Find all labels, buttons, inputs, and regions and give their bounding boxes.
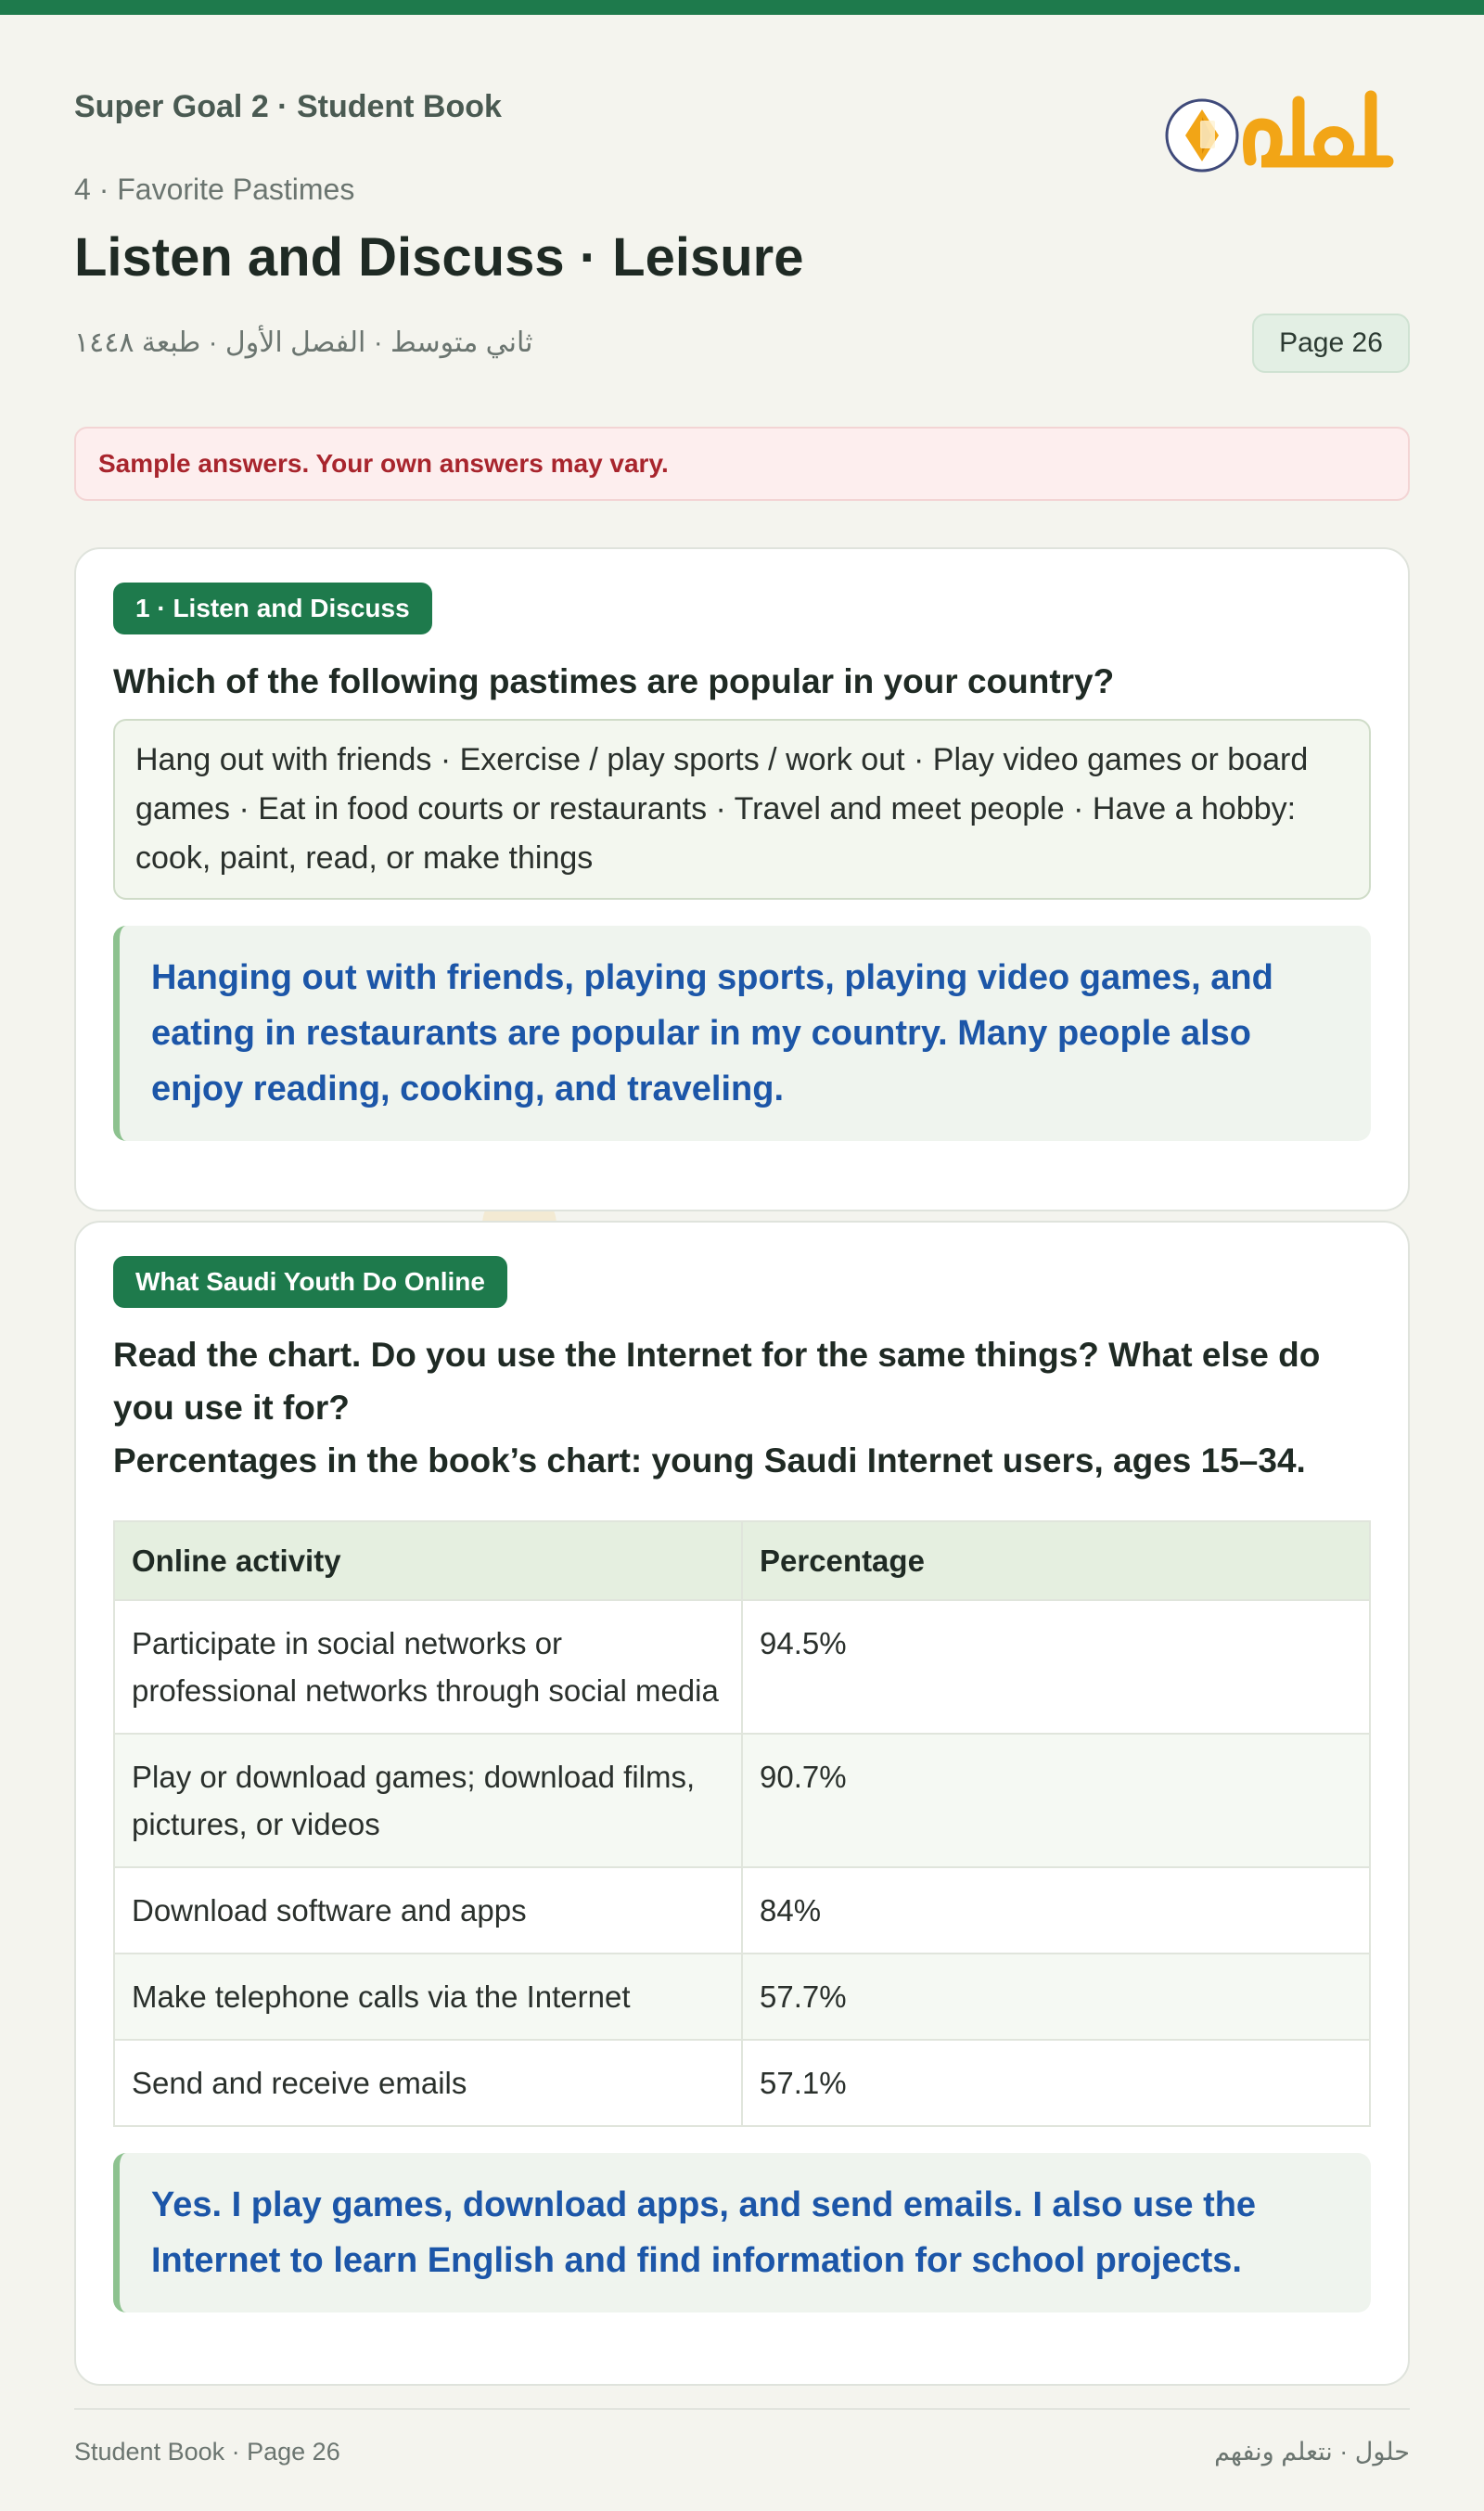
percentage-cell: 90.7% — [742, 1734, 1370, 1867]
activity-cell: Download software and apps — [114, 1867, 742, 1954]
listen-discuss-card — [74, 547, 1410, 1211]
page-number-badge: Page 26 — [1252, 314, 1410, 373]
sample-answer: Yes. I play games, download apps, and send emails. I also use the Internet to learn English and find information for school projects. — [113, 2153, 1371, 2312]
column-header: Online activity — [114, 1521, 742, 1600]
sample-answers-notice: Sample answers. Your own answers may vary. — [74, 427, 1410, 501]
percentage-cell: 84% — [742, 1867, 1370, 1954]
arabic-grade-meta: ثاني متوسط · الفصل الأول · طبعة ١٤٤٨ — [74, 327, 533, 358]
online-activity-table — [113, 1520, 1371, 2127]
percentage-cell: 57.7% — [742, 1954, 1370, 2040]
table-row — [114, 1954, 1370, 2040]
table-row — [114, 1600, 1370, 1734]
chart-subtitle: Percentages in the book’s chart: young Saudi Internet users, ages 15–34. — [113, 1441, 1306, 1480]
page-content — [74, 15, 1410, 2280]
column-header: Percentage — [742, 1521, 1370, 1600]
table-row — [114, 1867, 1370, 1954]
page-header — [74, 15, 1410, 404]
sample-answer: Hanging out with friends, playing sports, playing video games, and eating in restaurants are popular in my country. Many people also enjoy reading, cooking, and traveling. — [113, 926, 1371, 1141]
activity-cell: Make telephone calls via the Internet — [114, 1954, 742, 2040]
activity-cell: Participate in social networks or professional networks through social media — [114, 1600, 742, 1734]
table-row — [114, 1734, 1370, 1867]
top-accent-bar — [0, 0, 1484, 15]
footer-page-info: Student Book · Page 26 — [74, 2438, 340, 2466]
section-badge: What Saudi Youth Do Online — [113, 1256, 507, 1308]
footer-divider — [74, 2408, 1410, 2410]
book-title: Super Goal 2 · Student Book — [74, 89, 502, 124]
section-badge: 1 · Listen and Discuss — [113, 583, 432, 634]
activity-cell: Play or download games; download films, pictures, or videos — [114, 1734, 742, 1867]
question-text — [113, 1328, 1371, 1487]
footer-brand-tagline: حلول · نتعلم ونفهم — [1214, 2438, 1410, 2466]
pastime-options: Hang out with friends · Exercise / play sports / work out · Play video games or board games · Eat in food courts or restaurants · Travel and meet people · Have a hobby: cook, paint, read, or make things — [113, 719, 1371, 900]
unit-label: 4 · Favorite Pastimes — [74, 173, 355, 206]
table-row — [114, 2040, 1370, 2126]
percentage-cell: 94.5% — [742, 1600, 1370, 1734]
saudi-youth-online-card — [74, 1221, 1410, 2386]
hulul-logo — [1159, 69, 1401, 199]
table-header-row — [114, 1521, 1370, 1600]
question-text: Which of the following pastimes are popular in your country? — [113, 662, 1115, 700]
activity-cell: Send and receive emails — [114, 2040, 742, 2126]
page-title: Listen and Discuss · Leisure — [74, 227, 804, 288]
question-main: Read the chart. Do you use the Internet for the same things? What else do you use it for? — [113, 1336, 1321, 1427]
percentage-cell: 57.1% — [742, 2040, 1370, 2126]
